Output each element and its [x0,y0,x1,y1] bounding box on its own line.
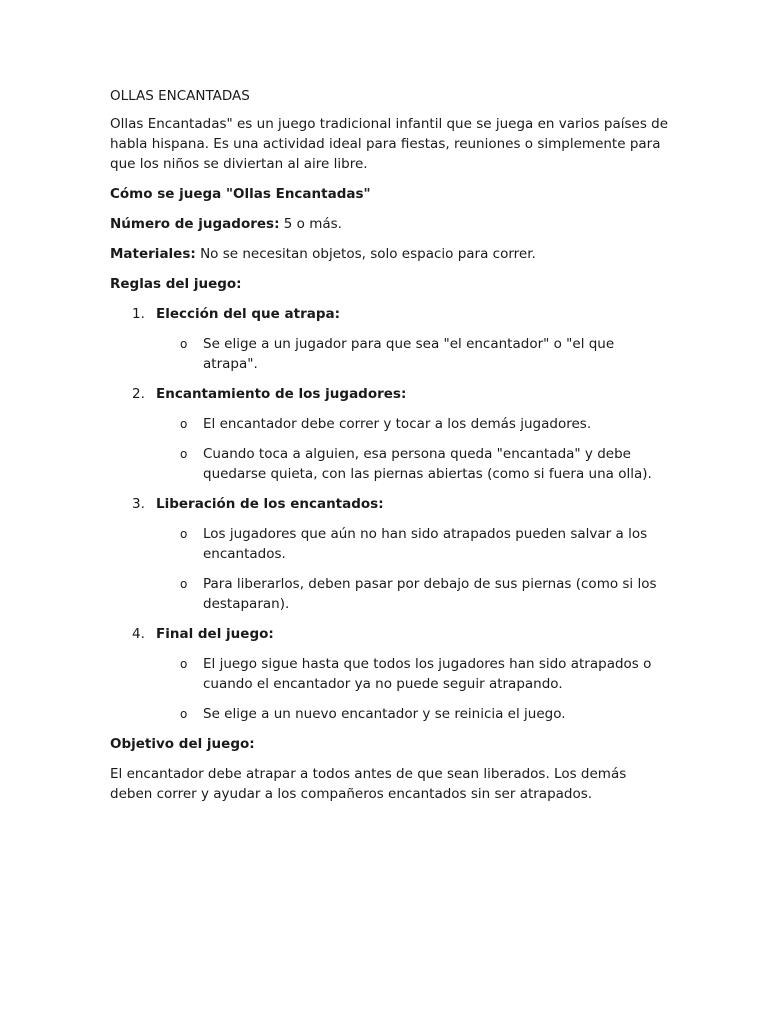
rule-bullets [110,654,670,724]
rule-item [110,304,670,374]
rule-item [110,494,670,614]
bullet-text: El juego sigue hasta que todos los jugadores han sido atrapados o cuando el encantador ya no puede seguir atrapando. [203,656,652,692]
hollow-bullet-icon: o [180,527,188,541]
hollow-bullet-icon: o [180,417,188,431]
materials-line [110,244,670,264]
bullet-text: Se elige a un jugador para que sea "el encantador" o "el que atrapa". [203,336,615,372]
document-title: OLLAS ENCANTADAS [110,88,250,104]
rule-item [110,624,670,724]
hollow-bullet-icon: o [180,657,188,671]
bullet-item [110,334,670,374]
rule-title-row [110,384,670,404]
rule-number: 3. [132,496,145,512]
bullet-item [110,704,670,724]
bullet-item [110,524,670,564]
rule-number: 1. [132,306,145,322]
bullet-item [110,414,670,434]
how-to-play-heading: Cómo se juega "Ollas Encantadas" [110,186,371,202]
rule-bullets [110,334,670,374]
players-line [110,214,670,234]
rule-title-row [110,304,670,324]
rule-title-row [110,624,670,644]
rule-number: 2. [132,386,145,402]
bullet-text: El encantador debe correr y tocar a los demás jugadores. [203,416,592,432]
rule-title: Liberación de los encantados: [156,496,384,512]
materials-value: No se necesitan objetos, solo espacio para correr. [195,246,536,262]
bullet-text: Cuando toca a alguien, esa persona queda "encantada" y debe quedarse quieta, con las piernas abiertas (como si fuera una olla). [203,446,652,482]
objective-paragraph: El encantador debe atrapar a todos antes de que sean liberados. Los demás deben correr y ayudar a los compañeros encantados sin ser atrapados. [110,766,627,802]
hollow-bullet-icon: o [180,447,188,461]
rule-title: Elección del que atrapa: [156,306,341,322]
objective-heading: Objetivo del juego: [110,736,255,752]
bullet-text: Para liberarlos, deben pasar por debajo de sus piernas (como si los destaparan). [203,576,657,612]
rule-title: Encantamiento de los jugadores: [156,386,407,402]
document-body [110,86,670,814]
rule-bullets [110,524,670,614]
rules-heading: Reglas del juego: [110,276,242,292]
bullet-item [110,444,670,484]
bullet-item [110,574,670,614]
intro-paragraph: Ollas Encantadas" es un juego tradicional infantil que se juega en varios países de habla hispana. Es una actividad ideal para fiestas, reuniones o simplemente para que los niños se diviertan al aire libre. [110,116,669,172]
hollow-bullet-icon: o [180,707,188,721]
hollow-bullet-icon: o [180,577,188,591]
rule-item [110,384,670,484]
bullet-item [110,654,670,694]
rule-title: Final del juego: [156,626,274,642]
players-label: Número de jugadores: [110,216,280,232]
materials-label: Materiales: [110,246,196,262]
players-value: 5 o más. [279,216,342,232]
rules-list [110,304,670,724]
rule-bullets [110,414,670,484]
bullet-text: Se elige a un nuevo encantador y se reinicia el juego. [203,706,566,722]
bullet-text: Los jugadores que aún no han sido atrapados pueden salvar a los encantados. [203,526,648,562]
rule-title-row [110,494,670,514]
rule-number: 4. [132,626,145,642]
hollow-bullet-icon: o [180,337,188,351]
